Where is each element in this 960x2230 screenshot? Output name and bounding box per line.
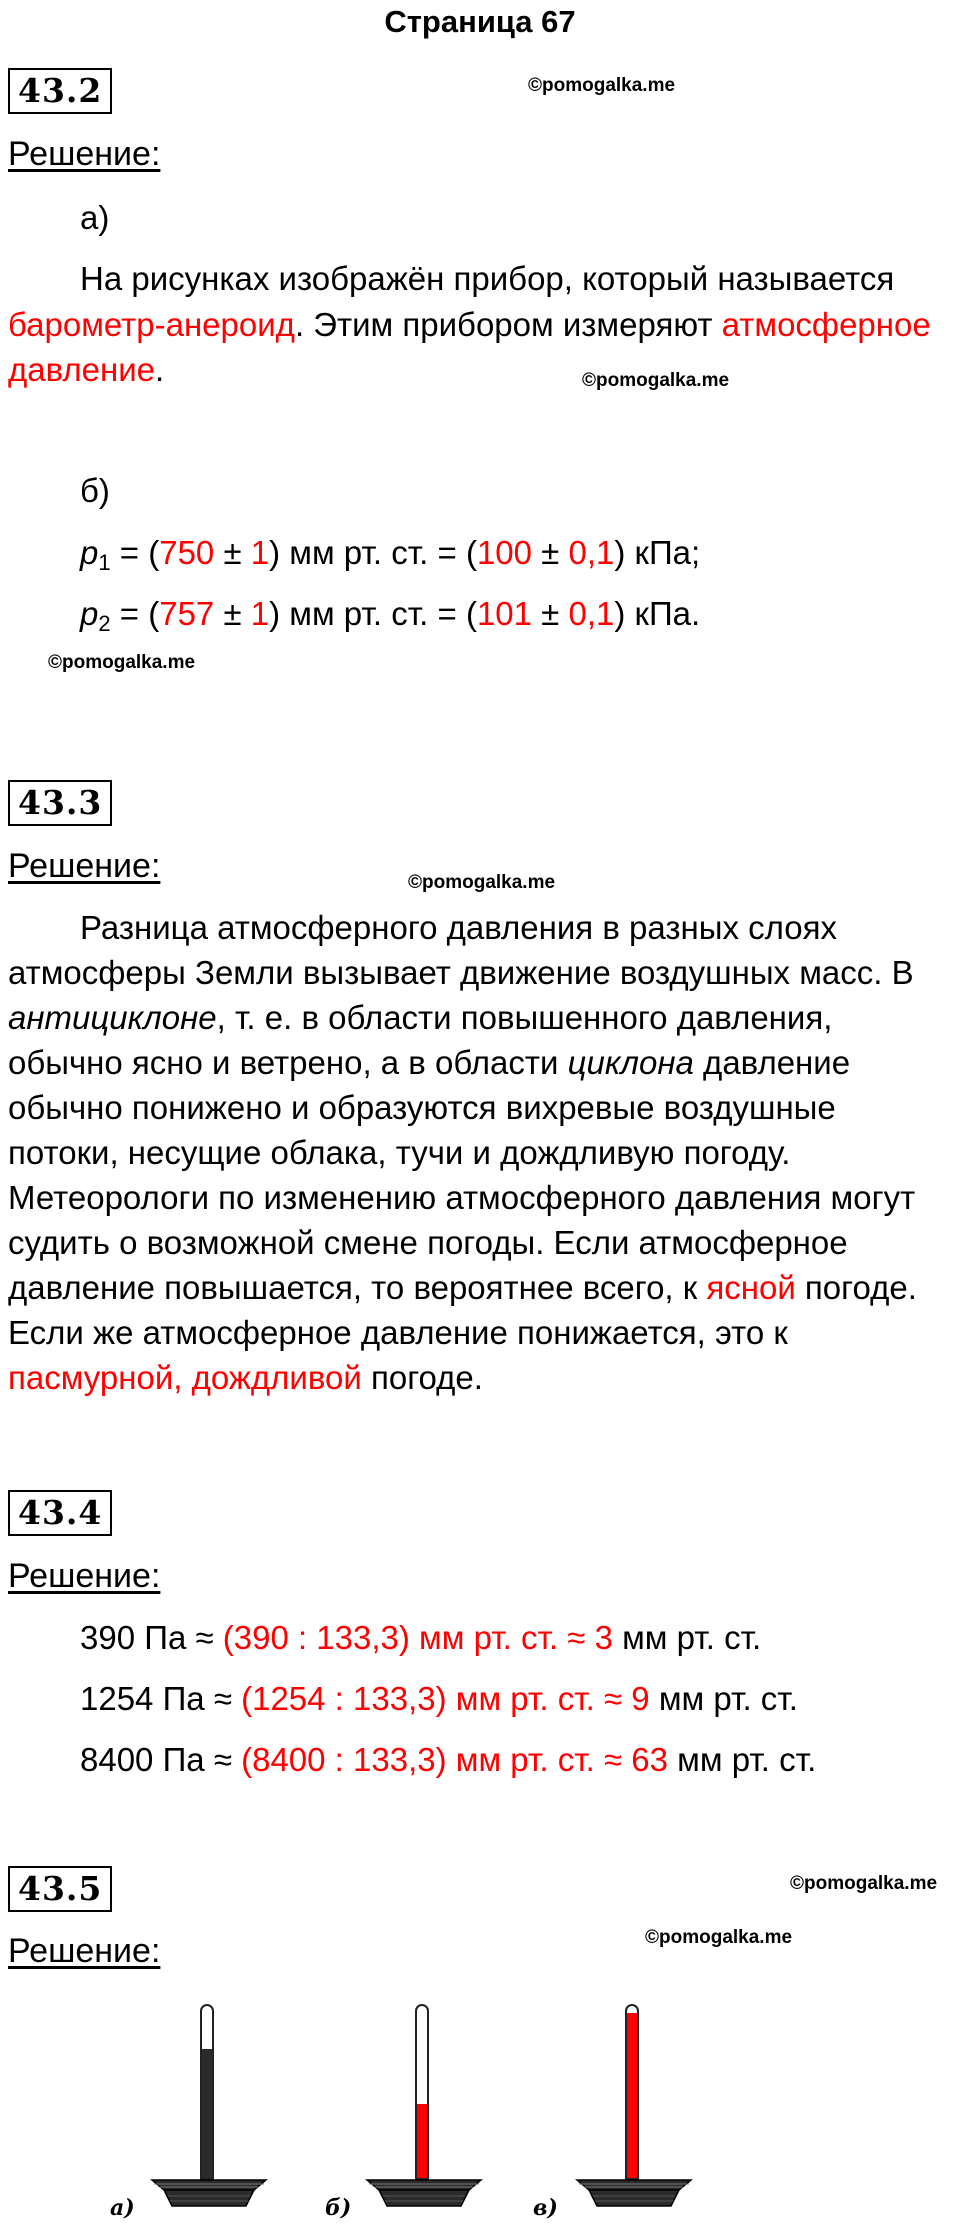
conversion-row: 390 Па ≈ (390 : 133,3) мм рт. ст. ≈ 3 мм рт. ст. bbox=[80, 1619, 762, 1656]
conversion-row: 1254 Па ≈ (1254 : 133,3) мм рт. ст. ≈ 9 мм рт. ст. bbox=[80, 1680, 798, 1717]
watermark: ©pomogalka.me bbox=[48, 652, 196, 673]
paragraph-line: давление повышается, то вероятнее всего, к ясной погоде. bbox=[8, 1269, 917, 1306]
paragraph-line: обычно понижено и образуются вихревые воздушные bbox=[8, 1089, 836, 1126]
watermark: ©pomogalka.me bbox=[408, 872, 556, 893]
part-a-label: а) bbox=[80, 199, 110, 236]
watermark: ©pomogalka.me bbox=[790, 1873, 938, 1894]
paragraph-line: давление. bbox=[8, 351, 165, 388]
paragraph-line: На рисунках изображён прибор, который называется bbox=[80, 260, 895, 297]
equation-p2: $p_2 = (757 \pm 1)$ мм рт. ст. = (101 ± 0,1) кПа. bbox=[80, 595, 701, 636]
paragraph-line: атмосферы Земли вызывает движение воздушных масс. В bbox=[8, 954, 914, 991]
task-number-43-4: 43.4 bbox=[8, 1490, 112, 1536]
page-title: Страница 67 bbox=[384, 4, 576, 39]
part-b-label: б) bbox=[80, 472, 110, 509]
solution-label: Решение: bbox=[8, 847, 161, 885]
paragraph-line: барометр-анероид. Этим прибором измеряют атмосферное bbox=[8, 306, 931, 343]
solution-label: Решение: bbox=[8, 135, 161, 173]
task-number-43-3: 43.3 bbox=[8, 780, 112, 826]
solution-label: Решение: bbox=[8, 1932, 161, 1970]
watermark: ©pomogalka.me bbox=[528, 75, 676, 96]
task-number-43-2: 43.2 bbox=[8, 68, 112, 114]
task-number-43-5: 43.5 bbox=[8, 1866, 112, 1912]
tube-label: в) bbox=[533, 2195, 558, 2221]
highlight: ясной bbox=[706, 1269, 796, 1306]
solution-label: Решение: bbox=[8, 1557, 161, 1595]
highlight: атмосферное bbox=[721, 306, 931, 343]
liquid-column bbox=[202, 2049, 212, 2178]
paragraph-line: Разница атмосферного давления в разных слоях bbox=[80, 909, 837, 946]
equation-p1: $p_1 = (750 \pm 1)$ мм рт. ст. = (100 ± 0,1) кПа; bbox=[80, 534, 701, 575]
paragraph-line: Если же атмосферное давление понижается, это к bbox=[8, 1314, 788, 1351]
paragraph-line: обычно ясно и ветрено, а в области циклона давление bbox=[8, 1044, 851, 1081]
tube-glass bbox=[625, 2004, 639, 2180]
tube-glass bbox=[415, 2004, 429, 2180]
highlight: пасмурной, дождливой bbox=[8, 1359, 362, 1396]
vessel-c bbox=[575, 2176, 693, 2212]
paragraph-line: потоки, несущие облака, тучи и дождливую погоду. bbox=[8, 1134, 791, 1171]
tube-label: а) bbox=[110, 2195, 135, 2221]
liquid-column bbox=[417, 2104, 427, 2178]
tube-a bbox=[100, 1990, 270, 2230]
vessel-b bbox=[365, 2176, 483, 2212]
paragraph-line: пасмурной, дождливой погоде. bbox=[8, 1359, 483, 1396]
tube-c bbox=[525, 1990, 695, 2230]
paragraph-line: судить о возможной смене погоды. Если атмосферное bbox=[8, 1224, 848, 1261]
paragraph-line: Метеорологи по изменению атмосферного давления могут bbox=[8, 1179, 916, 1216]
vessel-a bbox=[150, 2176, 268, 2212]
paragraph-line: антициклоне, т. е. в области повышенного давления, bbox=[8, 999, 833, 1036]
highlight: давление bbox=[8, 351, 156, 388]
watermark: ©pomogalka.me bbox=[582, 370, 730, 391]
liquid-column bbox=[627, 2013, 637, 2178]
watermark: ©pomogalka.me bbox=[645, 1927, 793, 1948]
tube-glass bbox=[200, 2004, 214, 2180]
conversion-row: 8400 Па ≈ (8400 : 133,3) мм рт. ст. ≈ 63 мм рт. ст. bbox=[80, 1741, 817, 1778]
highlight: барометр-анероид bbox=[8, 306, 295, 343]
tube-b bbox=[315, 1990, 485, 2230]
tubes-figure bbox=[0, 1990, 960, 2230]
tube-label: б) bbox=[325, 2195, 352, 2221]
